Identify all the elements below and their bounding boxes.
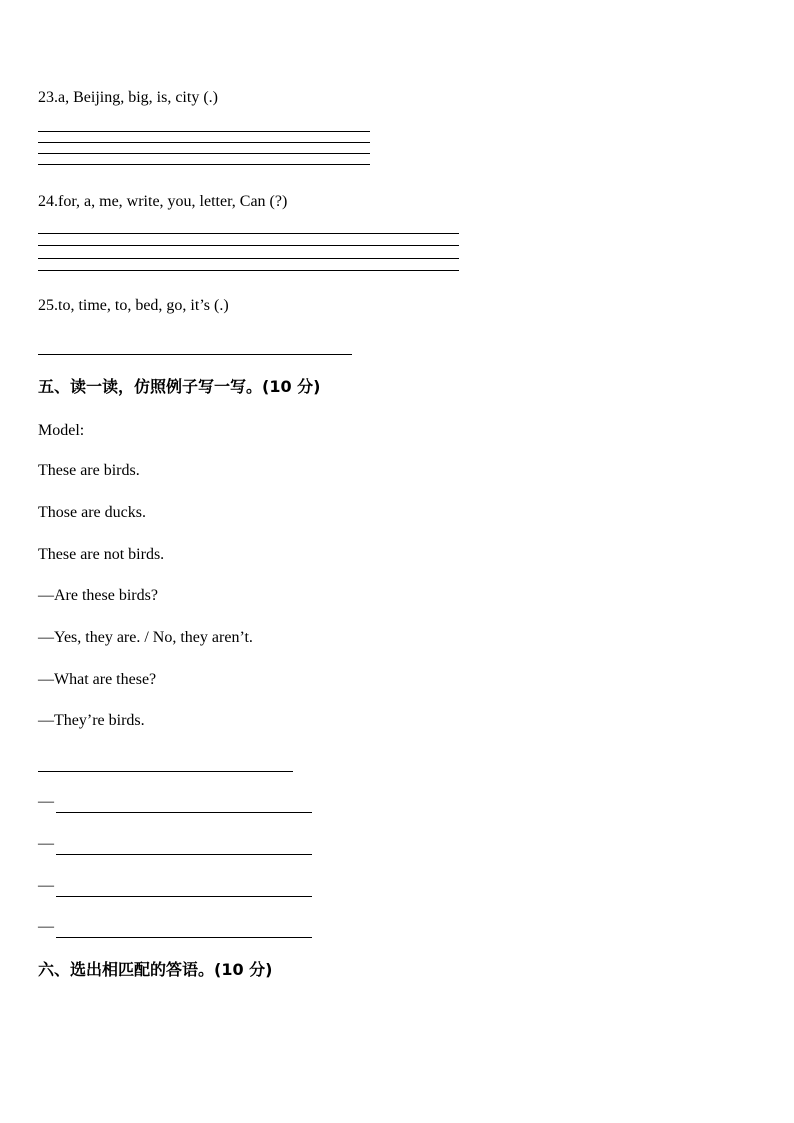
question-24: 24.for, a, me, write, you, letter, Can (?)	[38, 193, 288, 210]
question-25: 25.to, time, to, bed, go, it’s (.)	[38, 297, 229, 314]
dash: —	[38, 793, 54, 810]
model-line: —Yes, they are. / No, they aren’t.	[38, 629, 253, 646]
model-line: —What are these?	[38, 671, 157, 688]
answer-line	[38, 245, 459, 246]
section-5-heading: 五、读一读，仿照例子写一写。(10 分)	[38, 377, 321, 396]
answer-line	[56, 812, 312, 813]
answer-line	[38, 270, 459, 271]
model-line: —They’re birds.	[38, 712, 145, 729]
answer-line	[38, 153, 370, 154]
answer-line	[38, 142, 370, 143]
answer-line	[38, 771, 293, 772]
dash: —	[38, 877, 54, 894]
answer-line	[38, 164, 370, 165]
question-23: 23.a, Beijing, big, is, city (.)	[38, 89, 218, 106]
answer-line	[38, 354, 352, 355]
model-line: These are birds.	[38, 462, 140, 479]
section-6-heading: 六、选出相匹配的答语。(10 分)	[38, 960, 273, 979]
answer-line	[56, 937, 312, 938]
answer-line	[56, 896, 312, 897]
dash: —	[38, 918, 54, 935]
model-line: Those are ducks.	[38, 504, 146, 521]
answer-line	[38, 233, 459, 234]
model-label: Model:	[38, 422, 85, 439]
answer-line	[38, 131, 370, 132]
model-line: —Are these birds?	[38, 587, 158, 604]
answer-line	[38, 258, 459, 259]
answer-line	[56, 854, 312, 855]
dash: —	[38, 835, 54, 852]
model-line: These are not birds.	[38, 546, 165, 563]
